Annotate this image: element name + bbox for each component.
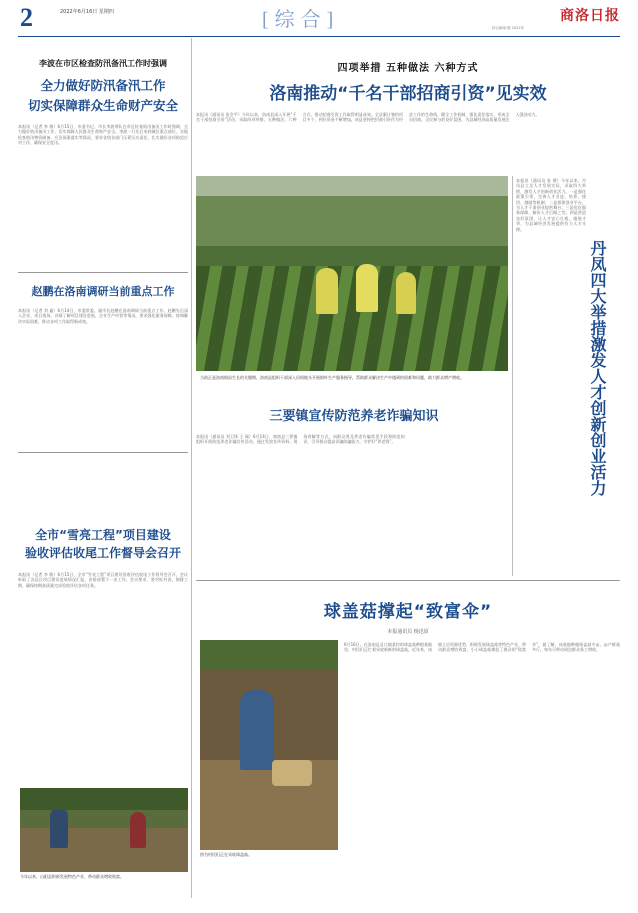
main-photo-tobacco-field [196,176,508,371]
article-body: 本报讯（记者 刘 鑫）6月14日，市委常委、副市长赵鹏在洛南调研当前重点工作。赵鹏先后深入企业、项目现场，详细了解项目建设进展、企业生产经营等情况，要求强化服务保障，协调解决实际困难，推动各项工作取得新成效。 [18,308,188,324]
article-divider [18,452,188,453]
photo-field-rows [196,266,508,371]
bottom-photo-mushroom-harvest [200,640,338,850]
article-byline: 本报通讯员 杨迅原 [387,629,429,635]
article-zhaopeng-research [18,276,188,432]
article-sanyao-town [196,404,512,586]
photo-basket [272,760,312,786]
left-photo-mushroom [20,788,188,872]
article-headline-line2: 验收评估收尾工作督导会召开 [24,546,181,560]
masthead [0,0,638,36]
masthead-right-meta: 综合新闻·版 2022年 [492,26,525,30]
article-danfeng-talent [588,240,622,560]
article-headline-vertical: 丹凤四大举措激发人才创新创业活力 [588,240,607,496]
article-headline: 全市“雪亮工程”项目建设 [35,528,171,542]
article-headline-line2: 切实保障群众生命财产安全 [27,98,178,113]
photo-worker [240,690,274,770]
article-flood-prevention [18,40,188,232]
photo-sky-haze [196,176,508,196]
photo-ground [20,828,188,872]
article-headline: 赵鹏在洛南调研当前重点工作 [31,285,175,298]
article-body: 本报讯（通讯员 张 赟）今年以来，丹凤县立足人才发展实际，采取四大举措，激发人才创新创业活力。一是强化政策引领，完善人才引进、培养、使用、激励等机制；二是搭建创业平台，为人才干事创业提供舞台；三是优化服务保障，解决人才后顾之忧；四是营造良好氛围，让人才安心扎根、施展才华，为县域经济发展提供有力人才支撑。 [516,178,586,232]
article-body: 6月16日，在洛南县灵口镇某村的球盖菇种植基地里，村民们正忙着采收新鲜的球盖菇。近年来，该镇立足资源优势，积极发展球盖菇等特色产业，带动群众增收致富，小小球盖菇撑起了群众的“致富伞”。据了解，该基地种植球盖菇多亩，亩产鲜菇多斤，每年可带动周边群众务工增收。 [344,642,620,653]
left-column-divider [191,38,192,898]
article-kicker: 四项举措 五种做法 六种方式 [337,63,479,74]
article-body: 本报讯（通讯员 张会平）今年以来，洛南县深入开展“千名干部招商引资”活动，采取四项举措、五种做法、六种方式，推动招商引资工作取得明显成效。全县累计签约项目多个，到位资金不断增加。该县坚持把招商引资作为经济工作的生命线，健全工作机制，强化责任落实，形成全员招商、全民参与的良好氛围，为县域经济高质量发展注入强劲动力。 [196,112,540,123]
photo-foliage [20,788,188,810]
article-headline: 洛南推动“千名干部招商引资”见实效 [269,84,547,104]
newspaper-logo: 商洛日报 [560,9,620,24]
article-headline: 三要镇宣传防范养老诈骗知识 [269,409,439,424]
page-number: 2 [20,3,33,32]
article-body: 本报讯（记者 李 敏）6月15日，市委书记、市长李波带队在市区检查防汛备汛工作时强调，全力做好防汛备汛工作，切实保障人民群众生命财产安全。李波一行先后来到城区重点部位，实地检查防汛物资储备、应急预案落实等情况，要求各级各部门压紧压实责任，扎实做好各项防范应对工作，确保安全度汛。 [18,124,188,146]
article-divider [18,272,188,273]
article-body: 本报讯（记者 李 敏）6月15日，全市“雪亮工程”项目建设验收评估收尾工作督导会召开，会议听取了各县区项目建设进展情况汇报，安排部署下一步工作。会议要求，要对标对表、倒排工期，确保按期高质量完成验收评估各项任务。 [18,572,188,588]
article-body: 本报讯（通讯员 刘卫锋 王 瑞）6月14日，商南县三要镇组织开展防范养老诈骗宣传活动，通过发放宣传资料、现场讲解等方式，向群众普及养老诈骗常见手段和防范知识，引导群众提高识骗防骗能力，守护好“养老钱”。 [196,434,405,445]
photo-person [130,812,146,848]
article-headline: 全力做好防汛备汛工作 [40,78,166,93]
main-photo-caption: 当前正是洛南烟苗生长的关键期，洛南县组织干部深入田间地头开展烟叶生产服务指导，帮助群众解决生产中遇到的困难和问题，助力群众增产增收。 [200,375,464,380]
masthead-meta [60,18,230,24]
article-luonan-investment [196,40,620,106]
masthead-divider [18,36,620,37]
right-column-divider [512,176,513,576]
photo-person [50,808,68,848]
masthead-meta-line [60,18,136,22]
photo-foliage [200,640,338,670]
photo-ground [200,760,338,850]
bottom-photo-caption: 图为村民们正在采收球盖菇。 [200,852,252,857]
article-mushroom-prosperity [196,584,620,636]
article-xueliang-project [18,456,188,722]
article-headline: 球盖菇撑起“致富伞” [323,602,493,622]
photo-worker [356,264,378,312]
article-kicker: 李波在市区检查防汛备汛工作时强调 [39,59,167,68]
photo-worker [316,268,338,314]
left-photo-caption: 今年以来，山阳县积极发展特色产业，带动群众增收致富。 [20,874,124,879]
article-divider [196,580,620,581]
photo-worker [396,272,416,314]
issue-date: 2022年6月16日 星期四 [60,9,114,15]
section-name: [综合] [262,9,340,31]
